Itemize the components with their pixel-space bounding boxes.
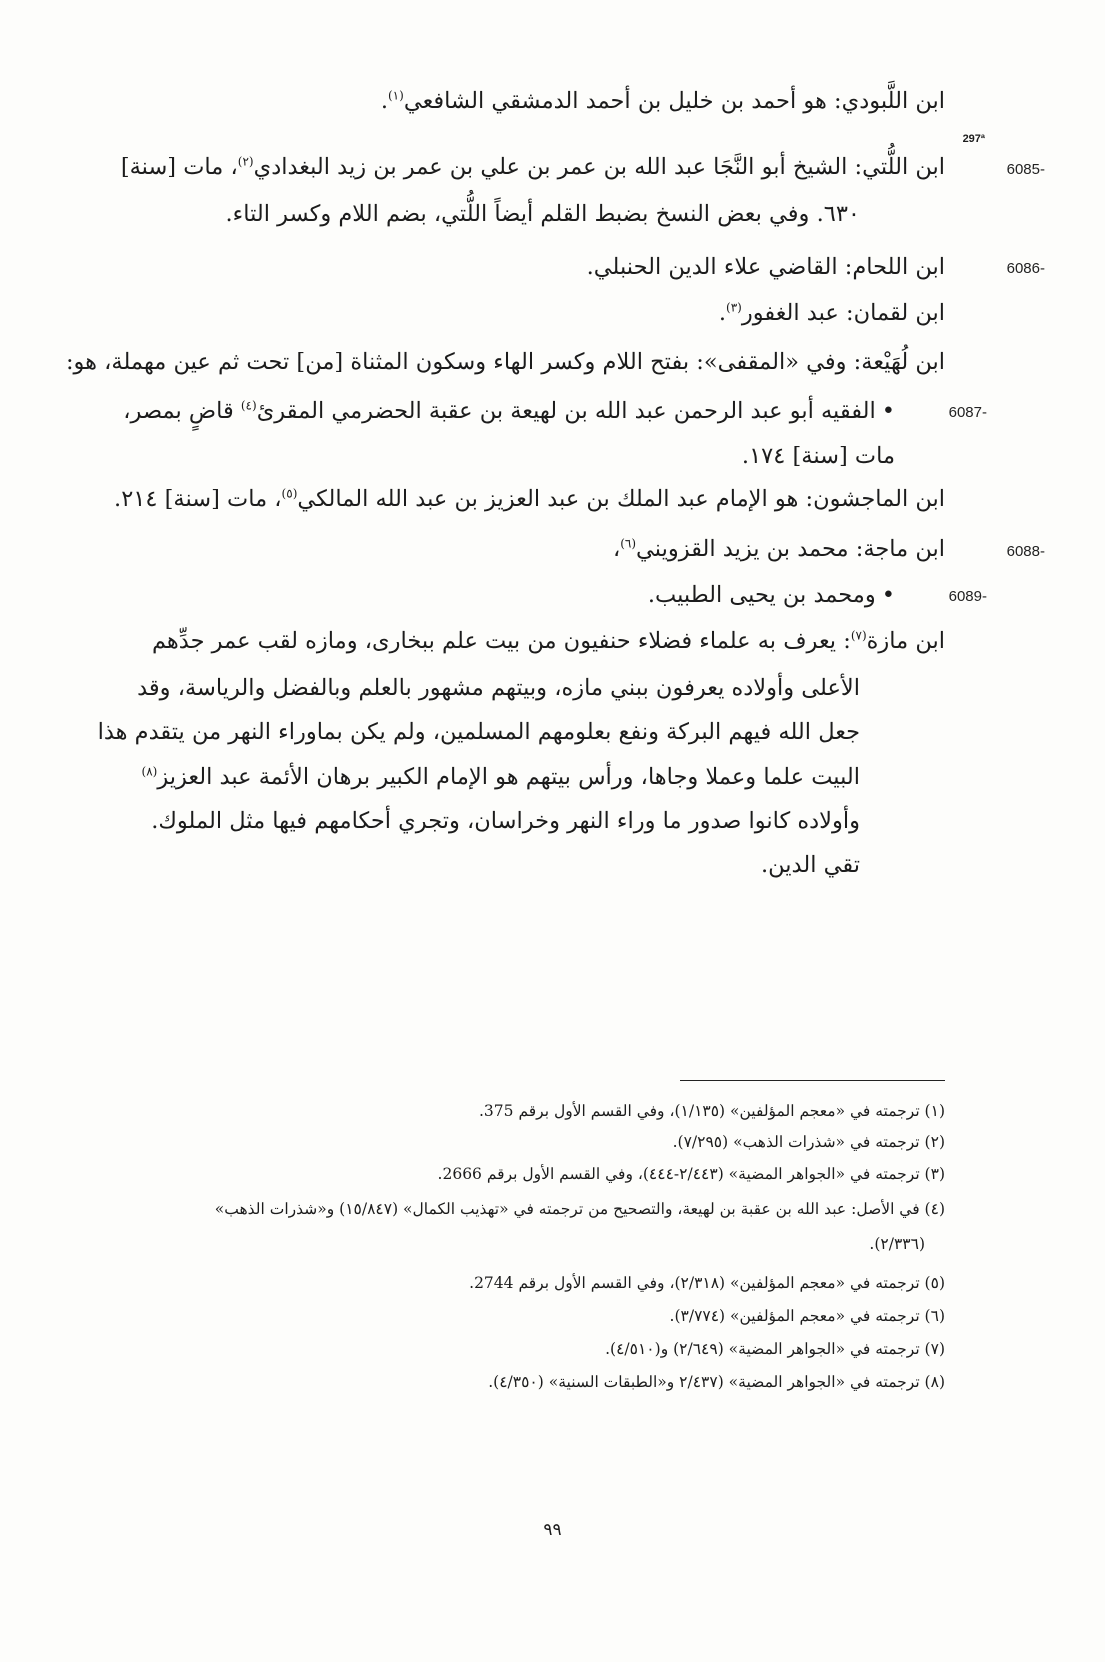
- entry-tail: .: [718, 300, 726, 326]
- footnote-ref[interactable]: (٣): [726, 300, 742, 315]
- entry-line: [110, 626, 945, 656]
- entry-line: [110, 580, 895, 610]
- footnote-ref[interactable]: (٨): [141, 764, 158, 779]
- entry-text: ابن لقمان: عبد الغفور: [741, 300, 945, 326]
- entry-line: [65, 347, 945, 377]
- footnote: (٦) ترجمته في «معجم المؤلفين» (٣/٧٧٤).: [669, 1307, 945, 1325]
- entry-line-continued: [97, 717, 860, 747]
- footnote: (٢) ترجمته في «شذرات الذهب» (٧/٢٩٥).: [672, 1133, 945, 1151]
- footnote-ref[interactable]: (٦): [620, 536, 637, 551]
- entry-line-continued: [110, 199, 860, 229]
- entry-text: جعل الله فيهم البركة ونفع بعلومهم المسلمين، ولم يكن بماوراء النهر من يتقدم هذا: [97, 719, 860, 745]
- entry-text: ابن اللَّبودي: هو أحمد بن خليل بن أحمد الدمشقي الشافعي: [403, 88, 945, 114]
- footnote: (٥) ترجمته في «معجم المؤلفين» (٢/٣١٨)، وفي القسم الأول برقم 2744.: [469, 1274, 945, 1292]
- entry-text: ابن الماجشون: هو الإمام عبد الملك بن عبد العزيز بن عبد الله المالكي: [297, 486, 945, 512]
- entry-text: ابن لُهَيْعة: وفي «المقفى»: بفتح اللام وكسر الهاء وسكون المثناة [من] تحت ثم عين مهملة، هو:: [65, 349, 945, 375]
- entry-line-continued: [110, 806, 860, 836]
- entry-text: ابن اللحام: القاضي علاء الدين الحنبلي.: [586, 254, 945, 280]
- entry-tail: ، مات [سنة]: [120, 154, 238, 180]
- footnote-continued: (٢/٣٣٦).: [869, 1235, 925, 1253]
- bullet-icon: •: [881, 582, 895, 608]
- entry-line-continued: [110, 850, 860, 880]
- entry-text: وأولاده كانوا صدور ما وراء النهر وخراسان، وتجري أحكامهم فيها مثل الملوك.: [151, 808, 860, 834]
- page-number: ٩٩: [543, 1520, 562, 1540]
- entry-line-continued: [110, 441, 895, 471]
- footnote-ref[interactable]: (٥): [281, 486, 298, 501]
- entry-text: مات [سنة] ١٧٤.: [741, 443, 895, 469]
- entry-tail: ، مات [سنة] ٢١٤.: [114, 486, 282, 512]
- entry-text: تقي الدين.: [760, 852, 860, 878]
- entry-tail: : يعرف به علماء فضلاء حنفيون من بيت علم ببخارى، ومازه لقب عمر جدِّهم: [151, 628, 851, 654]
- entry-text: ٦٣٠. وفي بعض النسخ بضبط القلم أيضاً اللُّتي، بضم اللام وكسر التاء.: [225, 201, 860, 227]
- footnote-separator: [680, 1080, 945, 1081]
- entry-text: الأعلى وأولاده يعرفون ببني مازه، وبيتهم مشهور بالعلم وبالفضل والرياسة، وقد: [137, 675, 860, 701]
- footnote: (٤) في الأصل: عبد الله بن عقبة بن لهيعة، والتصحيح من ترجمته في «تهذيب الكمال» (١٥/٨٤٧) و«شذرات الذهب»: [214, 1200, 945, 1218]
- entry-text: الفقيه أبو عبد الرحمن عبد الله بن لهيعة بن عقبة الحضرمي المقرئ: [256, 398, 876, 424]
- entry-text: ابن اللُّتي: الشيخ أبو النَّجَا عبد الله بن عمر بن علي بن عمر بن زيد البغدادي: [253, 154, 945, 180]
- entry-text: ابن مازة: [866, 628, 945, 654]
- entry-line: [110, 484, 945, 514]
- entry-text: ابن ماجة: محمد بن يزيد القزويني: [636, 536, 945, 562]
- footnote-ref[interactable]: (٧): [850, 628, 867, 643]
- entry-number: 6088-: [1006, 543, 1045, 560]
- entry-tail: قاضٍ بمصر،: [123, 398, 241, 424]
- entry-line: [110, 152, 945, 182]
- entry-line: [110, 534, 945, 564]
- entry-line: [110, 86, 945, 116]
- entry-tail: .: [380, 88, 388, 114]
- margin-folio-mark: 297ª: [962, 133, 985, 145]
- entry-number: 6087-: [948, 404, 987, 421]
- entry-tail: ،: [612, 536, 621, 562]
- footnote: (٨) ترجمته في «الجواهر المضية» (٢/٤٣٧ و«الطبقات السنية» (٤/٣٥٠).: [488, 1373, 945, 1391]
- entry-line: [110, 252, 945, 282]
- entry-line-continued: [110, 673, 860, 703]
- entry-number: 6086-: [1006, 260, 1045, 277]
- entry-number: 6085-: [1006, 161, 1045, 178]
- entry-line: [110, 298, 945, 328]
- footnote-ref[interactable]: (٢): [237, 154, 254, 169]
- entry-text: ومحمد بن يحيى الطبيب.: [647, 582, 876, 608]
- footnote: (٧) ترجمته في «الجواهر المضية» (٢/٦٤٩) و(٤/٥١٠).: [605, 1340, 945, 1358]
- footnote-ref[interactable]: (١): [387, 88, 404, 103]
- entry-line: [110, 396, 895, 426]
- bullet-icon: •: [881, 398, 895, 424]
- footnote: (١) ترجمته في «معجم المؤلفين» (١/١٣٥)، وفي القسم الأول برقم 375.: [478, 1102, 945, 1120]
- entry-number: 6089-: [948, 588, 987, 605]
- footnote-ref[interactable]: (٤): [240, 398, 257, 413]
- entry-text: البيت علما وعملا وجاها، ورأس بيتهم هو الإمام الكبير برهان الأئمة عبد العزيز: [157, 764, 860, 790]
- entry-line-continued: [110, 762, 860, 792]
- footnote: (٣) ترجمته في «الجواهر المضية» (٢/٤٤٣-٤٤٤)، وفي القسم الأول برقم 2666.: [437, 1165, 945, 1183]
